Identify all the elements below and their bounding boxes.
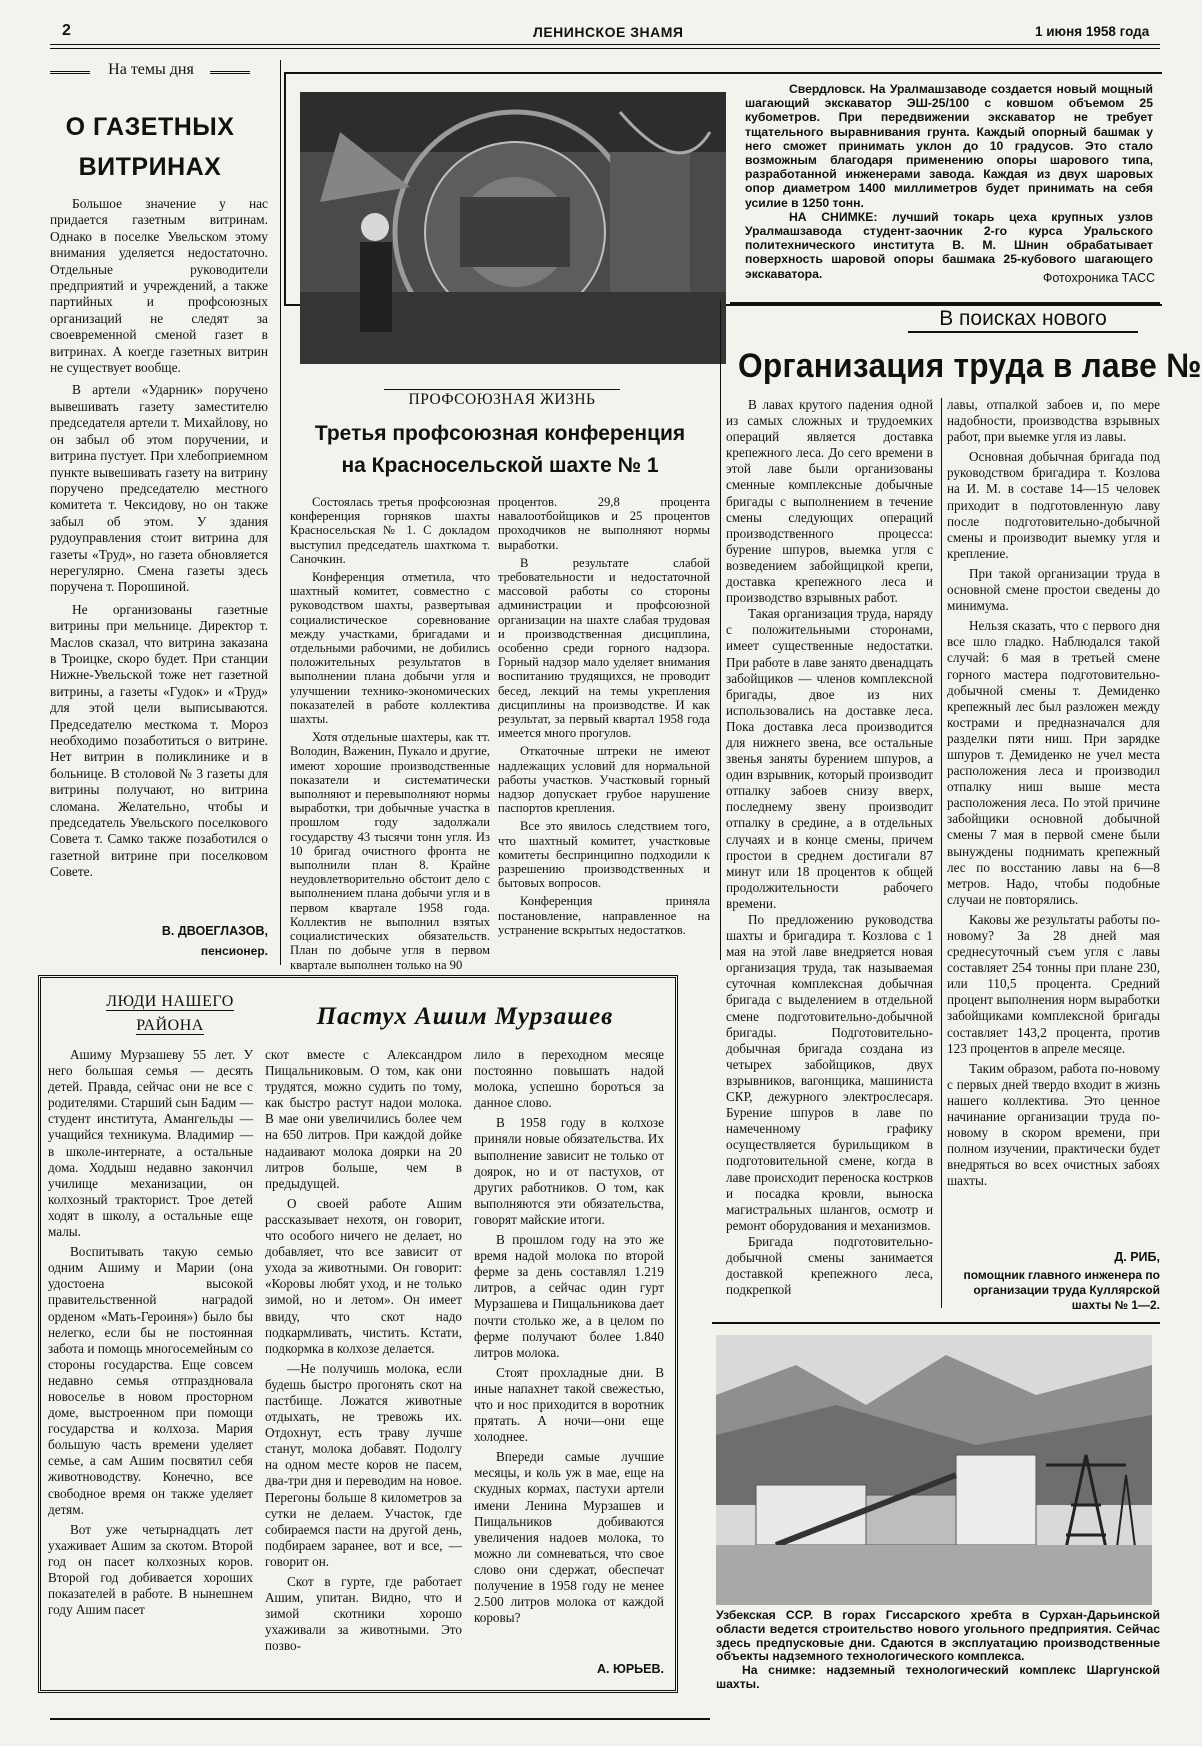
- union-title-line1: Третья профсоюзная конференция: [314, 422, 686, 445]
- paragraph: Нельзя сказать, что с первого дня все шло гладко. Наблюдался такой случай: 6 мая в третьей смене горного мастера подготовительно-добычной смены т. Демиденко крепежный лес был разложен между кострами и предназначался для разделки пяти ниш. При зарядке шпуров т. Демиденко не учел места расположения леса и производил отпалку ниш выше места расположения леса. По этой причине забойщики основной добычной смены 7 мая в первой смене были вынуждены поднимать крепежный лес по восстанию лавы на 6—8 метров. Надо, чтобы подобные случаи не повторялись.: [947, 618, 1160, 907]
- paragraph: Такая организация труда, наряду с положительными сторонами, имеет существенные недостатки. При работе в лаве занято двенадцать забойщиков — членов комплексной бригады, двое из них использовались на доставке леса. Пока доставка леса производится для нижнего звена, все остальные звенья заняты бурением шпуров, а один взрывник, который производит отпалку забоев снизу вверх, последнему звену производит отпалку в средине, а в отдельных случаях и в конце смены, причем простои в среднем достигали 87 минут или 18 процентов к общей продолжительности рабочего времени.: [726, 606, 933, 911]
- editorial-title: [50, 107, 250, 187]
- lathe-photo-illustration: [300, 92, 726, 364]
- editorial-author-role: пенсионер.: [200, 944, 268, 958]
- editorial-author: В. ДВОЕГЛАЗОВ,: [161, 924, 268, 938]
- caption-text: Узбекская ССР. В горах Гиссарского хребта в Сурхан-Дарьинской области ведется строительство нового угольного предприятия. Сейчас здесь предпусковые дни. Сдаются в эксплуатацию производственные объекты надземного технологического комплекса.: [716, 1608, 1160, 1664]
- paper-name: ЛЕНИНСКОЕ ЗНАМЯ: [533, 24, 684, 40]
- shepherd-col-3: [474, 1047, 664, 1626]
- union-rubric: ПРОФСОЮЗНАЯ ЖИЗНЬ: [384, 389, 620, 409]
- shepherd-author: А. ЮРЬЕВ.: [596, 1662, 664, 1676]
- top-photo-caption: [745, 82, 1153, 281]
- shepherd-rubric-line1: ЛЮДИ НАШЕГО: [106, 993, 234, 1010]
- photo-credit: Фотохроника ТАСС: [1042, 271, 1155, 285]
- paragraph: О своей работе Ашим рассказывает нехотя, он говорит, что особого ничего не делает, но добавляет, что все зависит от ухода за животными. Он говорит: «Коровы любят уход, и не только зимой, но и летом». Он имеет ввиду, что скот надо подкармливать, чистить. Кстати, подкормка в колхозе делается.: [265, 1195, 462, 1356]
- editorial-rubric-row: [50, 62, 250, 82]
- shepherd-col-1: [48, 1047, 253, 1618]
- shepherd-col-2: [265, 1047, 462, 1654]
- masthead-rule: [50, 44, 1160, 49]
- mine-complex-photo-illustration: [716, 1335, 1152, 1605]
- rubric-line-right: [210, 71, 250, 74]
- editorial-title-line2: ВИТРИНАХ: [78, 153, 222, 181]
- page-bottom-rule: [50, 1718, 710, 1720]
- paragraph: Хотя отдельные шахтеры, как тт. Володин, Важенин, Пукало и другие, имеют хорошие производственные показатели и систематически выполняют и перевыполняют нормы выработки, три добычные участка в прошлом году задолжали государству 43 тысячи тонн угля. Из 10 бригад очистного фронта не выполнили план 8. Крайне неудовлетворительно обстоит дело с выполнением плана добычи угля и в первом квартале 1958 года. Коллектив не выполнил взятых социалистических обязательств. План по добыче угля в первом квартале выполнен только на 90: [290, 730, 490, 972]
- column-divider: [941, 398, 942, 1308]
- shepherd-rubric-line2: РАЙОНА: [136, 1017, 204, 1034]
- labor-col-1: [726, 397, 933, 1298]
- paragraph: Стоят прохладные дни. В иные напахнет такой свежестью, что и нос приходится в воротник прятать. А ночи—они еще холоднее.: [474, 1364, 664, 1445]
- paragraph: лавы, отпалкой забоев и, по мере надобности, производства взрывных работ, при выемке угля из лавы.: [947, 397, 1160, 445]
- paragraph: —Не получишь молока, если будешь быстро прогонять скот на пастбище. Ложатся животные отдыхать, не тревожь их. Отдохнут, есть траву лучше станут, молока добавят. Подолгу на одном месте коров не пасем, два-три дня и переводим на новое. Перегоны больше 8 километров за сутки не делаем. Участок, где собираемся пасти на другой день, подбираем заранее, вот и все, — говорит он.: [265, 1360, 462, 1569]
- union-col-2: [498, 495, 710, 937]
- labor-author-role: помощник главного инженера по организации труда Куллярской шахты № 1—2.: [963, 1268, 1160, 1312]
- labor-title: Организация труда в лаве №: [738, 347, 1202, 385]
- bottom-photo: [716, 1335, 1152, 1605]
- union-title: [290, 418, 710, 482]
- paragraph: Бригада подготовительно-добычной смены занимается доставкой крепежного леса, подкрепкой: [726, 1233, 933, 1298]
- paragraph: В 1958 году в колхозе приняли новые обязательства. Их выполнение зависит не только от доярок, но и от пастухов, от других работников. О том, как выполняются эти обязательства, говорят майские итоги.: [474, 1115, 664, 1227]
- issue-date: 1 июня 1958 года: [1035, 24, 1150, 39]
- rubric-line-left: [50, 71, 90, 74]
- caption-on-photo: НА СНИМКЕ: лучший токарь цеха крупных узлов Уралмашзавода студент-заочник 2-го курса Уральского политехнического института В. М. Шнин обрабатывает поверхность шаровой опоры башмака 25-кубового шагающего экскаватора.: [745, 209, 1153, 281]
- paragraph: Состоялась третья профсоюзная конференция горняков шахты Красносельская № 1. С докладом выступил председатель шахткома т. Саночкин.: [290, 495, 490, 566]
- shepherd-rubric: [90, 990, 250, 1038]
- bottom-photo-caption: [716, 1609, 1160, 1692]
- editorial-rubric: На темы дня: [108, 61, 194, 78]
- paragraph: В прошлом году на это же время надой молока по второй ферме за день составлял 1.219 литров, а сейчас один гурт Мурзашева и Пищальникова дает почти столько же, а в целом по ферме получают более 1.840 литров молока.: [474, 1232, 664, 1360]
- paragraph: скот вместе с Александром Пищальниковым. О том, как они трудятся, можно судить по тому, как быстро растут надои молока. В мае они увеличились более чем на 650 литров. При каждой дойке надаивают молока доярки на 20 литров больше, чем в предыдущей.: [265, 1047, 462, 1191]
- labor-author: Д. РИБ,: [1114, 1250, 1160, 1264]
- union-col-1: [290, 495, 490, 972]
- editorial-title-line1: О ГАЗЕТНЫХ: [65, 113, 235, 141]
- paragraph: Большое значение у нас придается газетным витринам. Однако в поселке Увельском этому внимания уделяется недостаточно. Отдельные руководители предприятий и учреждений, а также партийных и профсоюзных организаций не следят за своевременной сменой газет в витринах. А коегде газетных витрин не существует вообще.: [50, 196, 268, 376]
- top-photo: [300, 92, 726, 364]
- paragraph: Откаточные штреки не имеют надлежащих условий для нормальной работы участков. Участковый горный надзор допускает грубое нарушение паспортов крепления.: [498, 744, 710, 816]
- union-title-line2: на Красносельской шахте № 1: [341, 454, 659, 477]
- paragraph: В артели «Ударник» поручено вывешивать газету заместителю председателя артели т. Михайлову, но он забыл об этом поручении, и витрина пустует. При хлебоприемном пункте вывешивать газету на витрину поручено председателю местного комитета т. Чексидову, но он также забыл об этом. У здания рудоуправления стоит витрина для газеты «Труд», но газета обновляется нерегулярно. Смена газеты здесь поручена т. Порошиной.: [50, 382, 268, 595]
- paragraph: Все это явилось следствием того, что шахтный комитет, участковые комитеты беспринципно подходили к разрешению производственных и бытовых вопросов.: [498, 819, 710, 891]
- paragraph: процентов. 29,8 процента навалоотбойщиков и 25 процентов проходчиков не выполняют нормы выработки.: [498, 495, 710, 552]
- paragraph: Воспитывать такую семью одним Ашиму и Марии (она удостоена высокой правительственной наградой орденом «Мать-Героиня») было бы нелегко, если бы не постоянная забота и помощь многосемейным со стороны государства. Еще совсем недавно семья отпраздновала новоселье в новом просторном доме, выстроенном при помощи государства и колхоза. Мария большую часть времени уделяет семье, а сам Ашим посвятил себя животноводству. Конечно, все свободное время он также уделяет детям.: [48, 1244, 253, 1517]
- section-divider: [712, 1322, 1160, 1324]
- masthead: [50, 22, 1160, 44]
- column-divider: [280, 60, 281, 965]
- paragraph: Каковы же результаты работы по-новому? За 28 дней мая среднесуточный съем угля с лавы составляет 254 тонны при плане 230, или 110,5 процента. Средний процент выполнения норм выработки забойщиками комплексной бригады составляет 143,2 процента, против 123 процентов в апреле месяце.: [947, 911, 1160, 1056]
- paragraph: Впереди самые лучшие месяцы, и коль уж в мае, еще на скудных кормах, пастухи артели имени Ленина Мурзашев и Пищальников добиваются увеличения надоев молока, то можно ли сомневаться, что свое слово они сдержат, обеспечат получение в 1958 году не менее 2.500 литров молока от каждой коровы?: [474, 1449, 664, 1626]
- paragraph: Таким образом, работа по-новому с первых дней твердо входит в жизнь нашего коллектива. Это ценное начинание организации труда по-новому в скором времени, при полном изучении, практически будет внедряться во всех очистных забоях шахты.: [947, 1060, 1160, 1189]
- labor-col-2: [947, 397, 1160, 1190]
- column-divider: [720, 300, 721, 960]
- paragraph: Конференция приняла постановление, направленное на устранение вскрытых недостатков.: [498, 894, 710, 937]
- paragraph: Вот уже четырнадцать лет ухаживает Ашим за скотом. Второй год он пасет колхозных коров. Второй год добивается хороших показателей в работе. В нынешнем году Ашим пасет: [48, 1521, 253, 1618]
- paragraph: В результате слабой требовательности и недостаточной массовой работы со стороны администрации и профсоюзной организации на шахте слабая трудовая и производственная дисциплина, особенно среди горного надзора. Горный надзор мало уделяет внимания воспитанию трудящихся, не проводит бесед, лекций на темы укрепления дисциплины на производстве. И как результат, за первый квартал 1958 года имеется много прогулов.: [498, 555, 710, 741]
- caption-on-photo: На снимке: надземный технологический комплекс Шаргунской шахты.: [716, 1663, 1160, 1691]
- paragraph: Основная добычная бригада под руководством бригадира т. Козлова на И. М. в составе 14—15 человек приходит в подготовленную лаву после подготовительно-добычной смены и производит выемку угля и крепление.: [947, 449, 1160, 561]
- paragraph: лило в переходном месяце постоянно повышать надой молока, успешно бороться за данное слово.: [474, 1047, 664, 1111]
- paragraph: По предложению руководства шахты и бригадира т. Козлова с 1 мая на этой лаве внедряется новая организация труда, так называемая суточная комплексная добычная бригада с выделением в отдельной смене подготовительно-добычной бригады. Подготовительно-добычная бригада создана из четырех забойщиков, двух взрывников, вагонщика, машиниста СКР, дежурного электрослесаря. Бурение шпуров в лаве по намеченному графику осуществляется бурильщиком в подготовительной смене, когда в лаве происходит переноска кострков и посадка кровли, выноска магистральных шлангов, осмотр и ремонт оборудования и механизмов.: [726, 912, 933, 1233]
- caption-text: Свердловск. На Уралмашзаводе создается новый мощный шагающий экскаватор ЭШ-25/100 с ковшом объемом 25 кубометров. При передвижении экскаватор не требует тщательного выравнивания грунта. Каждый опорный башмак у него сможет принимать уклон до 10 градусов. Это стало возможным благодаря применению опоры шарового типа, разработанной инженерами завода. Каждая из двух шаровых опор диаметром 1400 миллиметров будет принимать на себя усилие в 1250 тонн.: [745, 82, 1153, 210]
- editorial-body: [50, 196, 268, 881]
- paragraph: При такой организации труда в основной смене простои сведены до минимума.: [947, 565, 1160, 614]
- paragraph: Не организованы газетные витрины при мельнице. Директор т. Маслов сказал, что витрина заказана в Троицке, скоро будет. При станции Нижне-Увельской тоже нет газетной витрины, а газеты «Гудок» и «Труд» для этой цели выписываются. Председателю месткома т. Мороз необходимо позаботиться о витрине. Нет витрин в поликлинике и в больнице. В столовой № 3 газеты для витрины получают, но витрина сломана. Желательно, чтобы и председатель Увельского поселкового Совета т. Самко также позаботился о газетной витрине при поселковом Совете.: [50, 601, 268, 880]
- shepherd-title: Пастух Ашим Мурзашев: [316, 1003, 614, 1030]
- paragraph: Ашиму Мурзашеву 55 лет. У него большая семья — десять детей. Правда, сейчас они не все с родителями. Старший сын Бадим — студент института, Амангельды — учащийся техникума. Владимир — в школе-интернате, а остальные дома. Ходдыш недавно закончил училище механизации, он колхозный тракторист. Трое детей ходят в школу, а остальные еще малы.: [48, 1047, 253, 1240]
- paragraph: Конференция отметила, что шахтный комитет, совместно с руководством шахты, развертывая социалистическое соревнование между участками, бригадами и отдельными рабочими, не добились положительных результатов в выполнении плана добычи угля и улучшении технико-экономических показателей в работе коллектива шахты.: [290, 570, 490, 727]
- paragraph: Скот в гурте, где работает Ашим, упитан. Видно, что и зимой скотники хорошо ухаживали за животными. Это позво-: [265, 1574, 462, 1654]
- labor-rubric: В поисках нового: [908, 307, 1138, 333]
- paragraph: В лавах крутого падения одной из самых сложных и трудоемких операций является доставка крепежного леса. До сего времени в этой лаве были организованы сменные комплексные добычные бригады с выполнением в течение смены следующих операций производственного процесса: бурение шпуров, выемка угля с возведением забойщицкой крепи, доставка крепежного леса и производство взрывных работ.: [726, 397, 933, 606]
- page-number: 2: [62, 22, 71, 39]
